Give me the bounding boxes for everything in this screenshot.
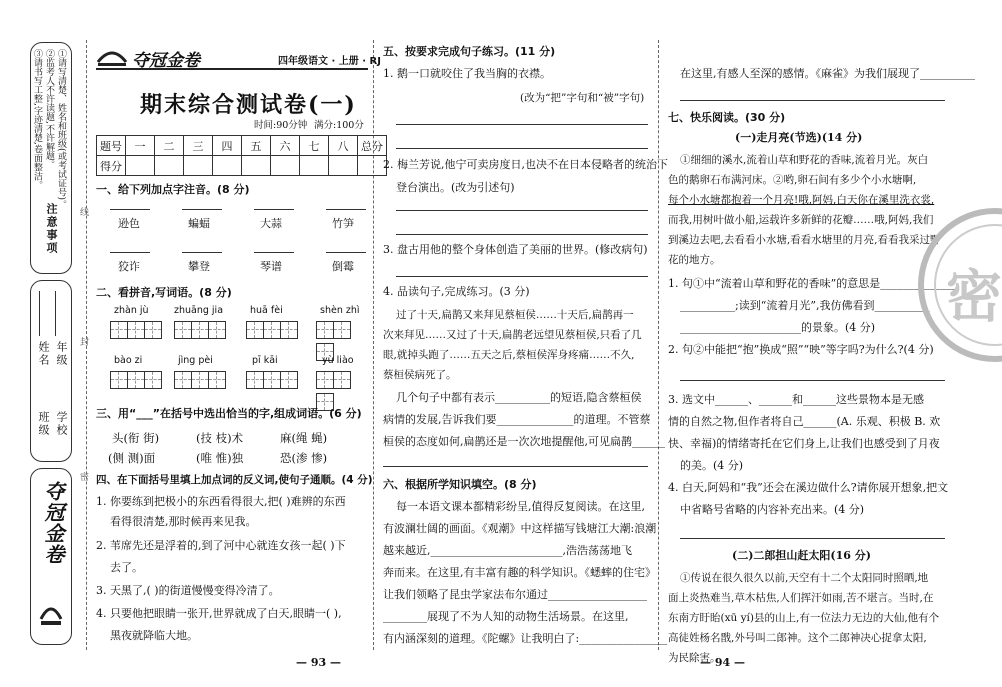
exam-full-score: 满分:100分 xyxy=(314,120,364,131)
q3-option[interactable]: 头(衔 街) xyxy=(112,431,160,445)
name-blank[interactable] xyxy=(39,291,40,336)
score-table-score-row xyxy=(97,156,387,176)
reading-1-q4: 4. 白天,阿妈和“我”还会在溪边做什么?请你展开想象,把文 xyxy=(668,481,949,494)
q4-sentence: 黑夜就降临大地。 xyxy=(110,629,198,642)
q2-pinyin: jìng pèi xyxy=(178,355,213,366)
column-divider-1 xyxy=(373,40,374,650)
reading-1-q3[interactable]: 3. 选文中______、______和______这些景物本是无感 xyxy=(668,393,924,406)
reading-1-q1[interactable]: ______________________的景象。(4 分) xyxy=(680,321,876,334)
q6-line[interactable]: 让我们领略了昆虫学家法布尔通过__________________ xyxy=(383,588,647,601)
q2-title: 二、看拼音,写词语。(8 分) xyxy=(96,286,232,299)
q2-pinyin: zhàn jù xyxy=(114,305,149,316)
seal-line-label: 线 xyxy=(80,208,90,218)
reading-1-q2: 2. 句②中能把“抱”换成“照”“映”等字吗?为什么?(4 分) xyxy=(668,343,934,356)
q5-answer[interactable]: 病情的发展,告诉我们要______________的道理。不管蔡 xyxy=(383,413,651,426)
reading-1-para: 而我,用树叶做小船,运载许多新鲜的花瓣……哦,阿妈,我们 xyxy=(668,214,934,226)
q5-answer[interactable]: 几个句子中都有表示__________的短语,隐含蔡桓侯 xyxy=(396,391,642,404)
score-header-cell: 题号 xyxy=(97,136,126,156)
q5-s1-req: (改为“把”字句和“被”字句) xyxy=(520,92,645,104)
secret-stamp-char: 密 xyxy=(946,264,1002,330)
q5-s2: 登台演出。(改为引述句) xyxy=(396,181,515,194)
reading-1-q3[interactable]: 情的自然之物,但作者将自己______(A. 乐观、积极 B. 欢 xyxy=(668,415,941,428)
q5-answer-line[interactable] xyxy=(396,234,648,235)
q6-line: 有波澜壮阔的画面。《观潮》中这样描写钱塘江大潮:浪潮 xyxy=(383,522,657,535)
header-rule xyxy=(96,68,368,70)
reading-1-q4-line[interactable] xyxy=(680,538,945,539)
q6-line[interactable]: 有内涵深刻的道理。《陀螺》让我明白了:________________ xyxy=(383,632,668,645)
q2-box-group[interactable] xyxy=(174,321,225,343)
q3-option[interactable]: 麻(绳 蝇) xyxy=(280,431,328,445)
q3-option[interactable]: (唯 惟)独 xyxy=(196,451,244,465)
q1-answer-blank[interactable] xyxy=(254,252,294,253)
reading-1-para: 每个小水塘都抱着一个月亮!哦,阿妈,白天你在溪里洗衣裳, xyxy=(668,194,935,206)
q1-word: 狡诈 xyxy=(118,260,140,273)
q4-sentence: 去了。 xyxy=(110,561,143,574)
reading-1-q1[interactable]: 1. 句①中“流着山草和野花的香味”的意思是______________ xyxy=(668,277,958,290)
publisher-side-logo-icon xyxy=(39,589,63,629)
reading-2-para: 面上炎热难当,草木枯焦,人们挥汗如雨,苦不堪言。当时,在 xyxy=(668,592,934,604)
q5-s1: 1. 鹅一口就咬住了我当胸的衣襟。 xyxy=(383,67,551,80)
q1-word: 倒霉 xyxy=(332,260,354,273)
q2-pinyin: bào zi xyxy=(114,355,143,366)
score-header-cell: 七 xyxy=(300,136,329,156)
q1-answer-blank[interactable] xyxy=(254,209,294,210)
q6-title: 六、根据所学知识填空。(8 分) xyxy=(383,478,537,491)
q1-answer-blank[interactable] xyxy=(110,209,150,210)
student-info-box xyxy=(30,280,72,462)
grade-blank[interactable] xyxy=(55,291,56,336)
q6-line: 奔而来。在这里,有丰富有趣的科学知识。《蟋蟀的住宅》 xyxy=(383,566,656,579)
publisher-logo-icon xyxy=(96,44,128,68)
notice-label: 注意事项 xyxy=(45,203,58,255)
q4-title: 四、在下面括号里填上加点词的反义词,使句子通顺。(4 分) xyxy=(96,474,373,486)
score-input-cell[interactable] xyxy=(213,156,242,176)
q2-box-group[interactable] xyxy=(110,371,161,393)
q2-pinyin: shèn zhì xyxy=(320,305,360,316)
brand-side-box xyxy=(30,468,72,645)
seal-feng-label: 封 xyxy=(80,338,90,348)
q2-box-group[interactable] xyxy=(110,321,161,343)
q3-option[interactable]: (技 枝)术 xyxy=(196,431,244,445)
q6-cont[interactable]: 在这里,有感人至深的感情。《麻雀》为我们展现了__________ xyxy=(680,67,975,80)
q3-title: 三、用“___”在括号中选出恰当的字,组成词语。(6 分) xyxy=(96,407,362,420)
q1-word: 琴谱 xyxy=(260,260,282,273)
q4-sentence: 1. 你要练到把极小的东西看得很大,把( )难辨的东西 xyxy=(96,495,346,508)
score-header-cell: 一 xyxy=(126,136,155,156)
notice-3: ③请书写工整,字迹清楚,卷面整洁。 xyxy=(32,49,42,190)
q1-title: 一、给下列加点字注音。(8 分) xyxy=(96,183,250,196)
q2-pinyin: huā fèi xyxy=(250,305,283,316)
reading-2-para: 高徒姓杨名戬,外号叫二郎神。这个二郎神决心捉拿太阳, xyxy=(668,632,927,644)
field-class: 班级 xyxy=(37,411,50,437)
q1-answer-blank[interactable] xyxy=(182,209,222,210)
q5-s2: 2. 梅兰芳说,他宁可卖房度日,也决不在日本侵略者的统治下 xyxy=(383,158,668,171)
q5-s3: 3. 盘古用他的整个身体创造了美丽的世界。(修改病句) xyxy=(383,243,648,256)
score-input-cell[interactable] xyxy=(329,156,358,176)
score-header-cell: 三 xyxy=(184,136,213,156)
q2-box-group[interactable] xyxy=(246,371,297,393)
q2-pinyin: zhuāng jia xyxy=(174,305,224,316)
score-header-cell: 六 xyxy=(271,136,300,156)
reading-2-para: 为民除害。 xyxy=(668,652,721,664)
brand-side-logo: 夺冠金卷 xyxy=(41,481,65,565)
score-header-cell: 二 xyxy=(155,136,184,156)
q3-option[interactable]: (侧 测)面 xyxy=(108,451,156,465)
q1-word: 大蒜 xyxy=(260,217,282,230)
q2-row1 xyxy=(110,305,365,345)
notice-1: ①请写清楚、姓名和班级(或考试证号)。 xyxy=(56,49,66,210)
reading-1-title: (一)走月亮(节选)(14 分) xyxy=(735,131,863,144)
field-school: 学校 xyxy=(55,411,68,437)
score-input-cell[interactable] xyxy=(271,156,300,176)
q5-answer-line[interactable] xyxy=(396,276,648,277)
q5-answer-line[interactable] xyxy=(396,148,648,149)
score-header-cell: 五 xyxy=(242,136,271,156)
q5-answer-line[interactable] xyxy=(396,210,648,211)
center-divider xyxy=(658,40,659,650)
q5-title: 五、按要求完成句子练习。(11 分) xyxy=(383,45,556,58)
reading-1-para: 花的地方。 xyxy=(668,254,721,266)
score-input-cell[interactable] xyxy=(242,156,271,176)
reading-1-q1[interactable]: __________;读到“流着月光”,我仿佛看到__________ xyxy=(680,299,930,312)
reading-2-para: ①传说在很久很久以前,天空有十二个太阳同时照晒,地 xyxy=(680,572,929,584)
q6-line[interactable]: ________展现了不为人知的动物生活场景。在这里, xyxy=(383,610,629,623)
reading-1-q2-line[interactable] xyxy=(680,380,945,381)
q5-answer[interactable]: 桓侯的态度如何,扁鹊还是一次次地提醒他,可见扁鹊______ xyxy=(383,435,665,448)
reading-1-q4: 中省略号省略的内容补充出来。(4 分) xyxy=(680,503,865,516)
q7-title: 七、快乐阅读。(30 分) xyxy=(668,111,786,124)
q1-answer-blank[interactable] xyxy=(326,209,366,210)
q2-row2 xyxy=(110,355,365,395)
page-number-right: — 94 — xyxy=(700,656,745,669)
q5-answer-line[interactable] xyxy=(383,466,648,467)
q1-answer-blank[interactable] xyxy=(182,252,222,253)
reading-1-para: ①细细的溪水,流着山草和野花的香味,流着月光。灰白 xyxy=(680,154,929,166)
notice-2: ②监考人不许读题,不许解题。 xyxy=(44,49,54,169)
score-input-cell[interactable] xyxy=(300,156,329,176)
score-header-cell: 总分 xyxy=(358,136,387,156)
q4-sentence: 看得很清楚,那时候再来见我。 xyxy=(110,515,257,528)
q5-s4: 4. 品读句子,完成练习。(3 分) xyxy=(383,285,530,298)
reading-2-title: (二)二郎担山赶太阳(16 分) xyxy=(732,549,871,562)
field-name: 姓名 xyxy=(37,341,50,367)
q4-sentence: 4. 只要他把眼睛一张开,世界就成了白天,眼睛一( ), xyxy=(96,607,342,620)
q6-line[interactable]: 越来越近,________________________,浩浩荡荡地飞 xyxy=(383,544,632,557)
binding-line xyxy=(86,40,87,650)
score-input-cell[interactable] xyxy=(155,156,184,176)
q1-word: 逊色 xyxy=(118,217,140,230)
score-header-cell: 四 xyxy=(213,136,242,156)
q4-sentence: 3. 天黑了,( )的街道慢慢变得冷清了。 xyxy=(96,584,280,597)
secret-stamp xyxy=(900,205,1002,365)
brand-logo: 夺冠金卷 xyxy=(132,51,200,71)
q2-box-group[interactable] xyxy=(246,321,297,343)
q5-passage: 眼,就掉头跑了……五天之后,蔡桓侯浑身疼痛……不久, xyxy=(383,349,635,361)
field-grade: 年级 xyxy=(55,341,68,367)
q3-option[interactable]: 恐(渗 惨) xyxy=(280,451,328,465)
q5-passage: 蔡桓侯病死了。 xyxy=(383,369,457,381)
q1-answer-blank[interactable] xyxy=(326,252,366,253)
score-row-label: 得分 xyxy=(97,156,126,176)
q1-word: 蝙蝠 xyxy=(188,217,210,230)
score-table-header-row xyxy=(97,136,387,156)
subject-label: 四年级语文 · 上册 · RJ xyxy=(278,56,381,67)
seal-mi-label: 密 xyxy=(80,473,90,483)
q2-pinyin: pī kāi xyxy=(252,355,278,366)
q1-word: 竹笋 xyxy=(332,217,354,230)
reading-2-para: 东南方盱眙(xū yí)县的山上,有一位法力无边的大仙,他有个 xyxy=(668,612,940,624)
reading-1-para: 到溪边去吧,去看看小水塘,看看水塘里的月亮,看看我采过野 xyxy=(668,234,941,246)
score-input-cell[interactable] xyxy=(184,156,213,176)
score-input-cell[interactable] xyxy=(126,156,155,176)
reading-1-q3: 的美。(4 分) xyxy=(680,459,744,472)
q1-answer-blank[interactable] xyxy=(110,252,150,253)
q2-pinyin: yù liào xyxy=(322,355,354,366)
q6-line: 每一本语文课本都精彩纷呈,值得反复阅读。在这里, xyxy=(396,500,645,513)
score-table xyxy=(96,135,387,176)
q5-passage: 过了十天,扁鹊又来拜见蔡桓侯……十天后,扁鹊再一 xyxy=(396,309,634,321)
page-number-left: — 93 — xyxy=(296,656,341,669)
exam-title: 期末综合测试卷(一) xyxy=(140,92,357,118)
q5-passage: 次来拜见……又过了十天,扁鹊老远望见蔡桓侯,只看了几 xyxy=(383,329,642,341)
notice-box xyxy=(30,42,72,274)
score-header-cell: 八 xyxy=(329,136,358,156)
exam-time: 时间:90分钟 xyxy=(254,120,308,131)
q1-word: 攀登 xyxy=(188,260,210,273)
q4-sentence: 2. 苇席先还是浮着的,到了河中心就连女孩一起( )下 xyxy=(96,539,346,552)
q5-answer-line[interactable] xyxy=(396,124,648,125)
reading-1-q3: 快、幸福)的情绪寄托在它们身上,让我们也感受到了月夜 xyxy=(668,437,940,450)
q6-answer-line[interactable] xyxy=(680,100,945,101)
q2-box-group[interactable] xyxy=(174,371,225,393)
reading-1-para: 色的鹅卵石布满河床。②哟,卵石间有多少个小水塘啊, xyxy=(668,174,917,186)
